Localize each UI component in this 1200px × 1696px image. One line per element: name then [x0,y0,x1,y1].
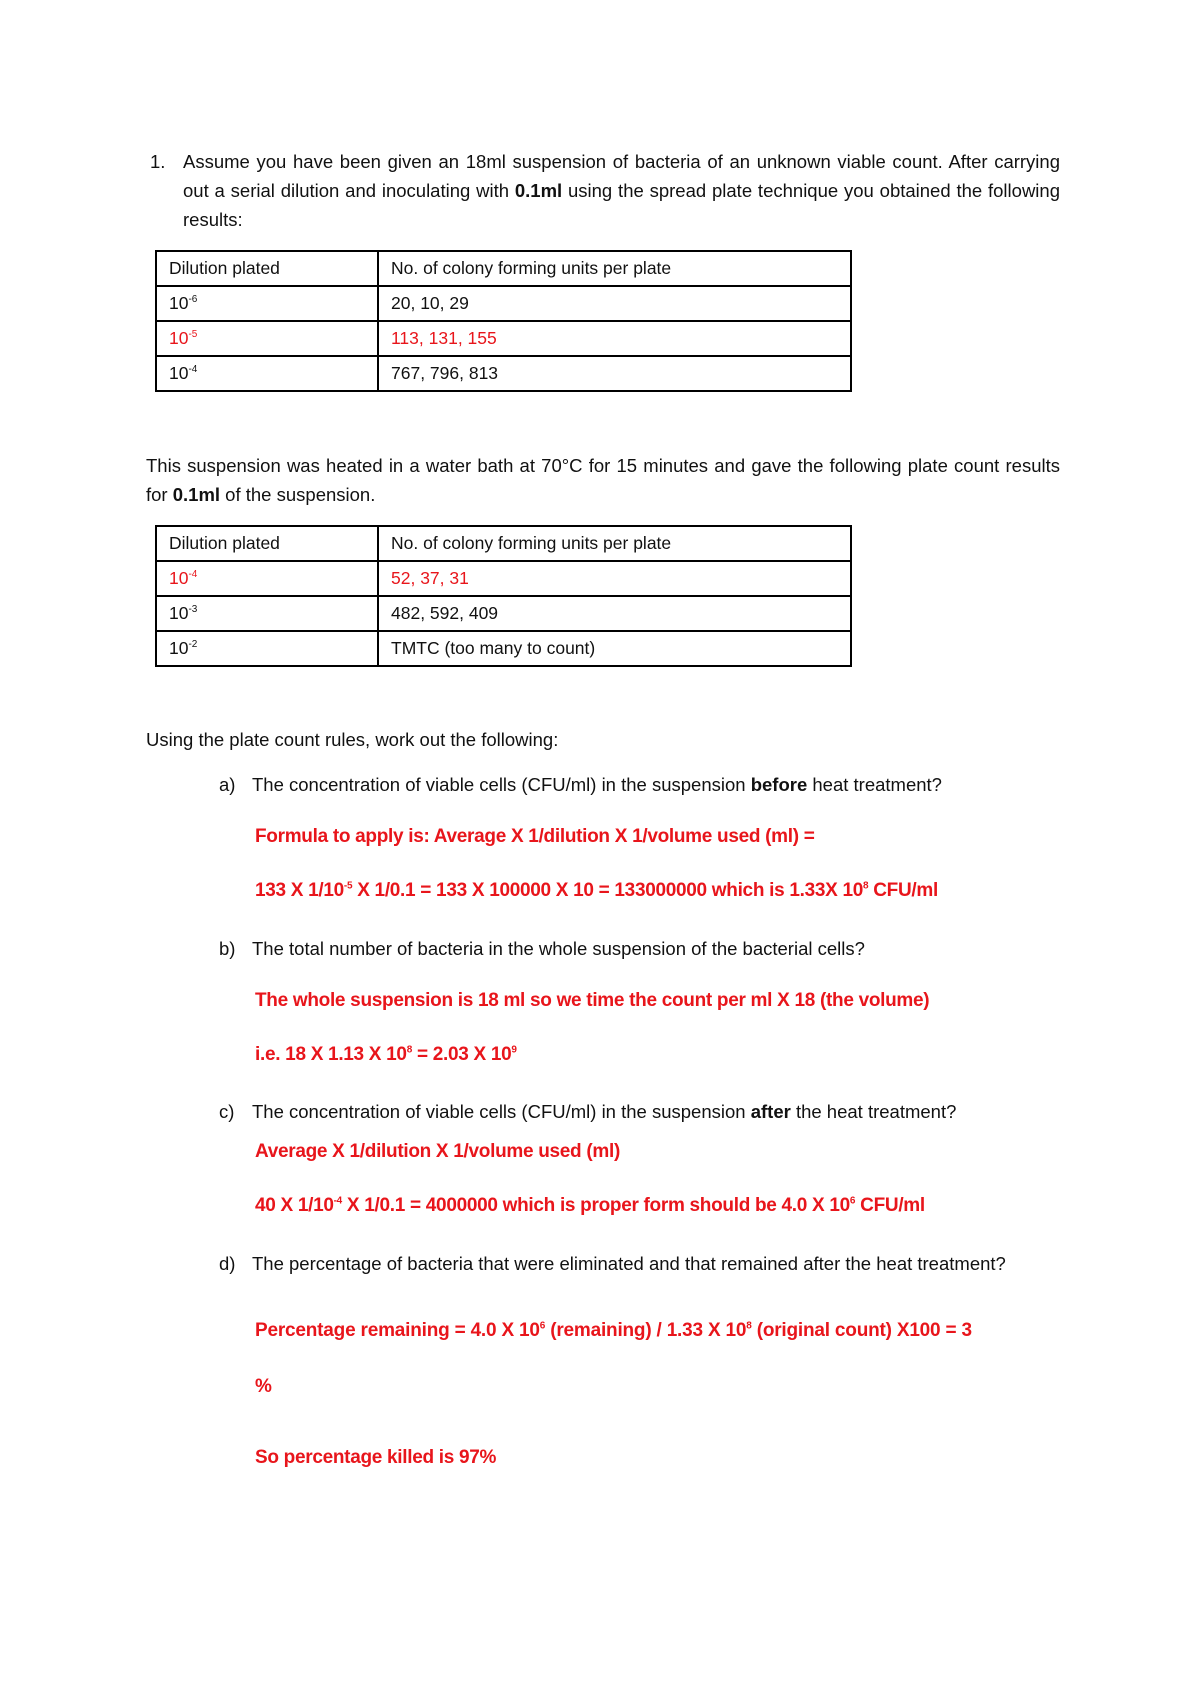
table-header-row [156,251,851,286]
dilution-cell: $10^{-4}$ [156,356,378,391]
part-c-answer-line2: 40 X $1/10^{-4}$ X 1/0.1 = 4000000 which is proper form should be 4.0 X $10^6$ CFU/ml [255,1195,925,1216]
part-c-answer-line1: Average X 1/dilution X 1/volume used (ml) [255,1141,620,1162]
dilution-cell: $10^{-6}$ [156,286,378,321]
part-d-answer-line3: So percentage killed is 97% [255,1447,497,1468]
results-table-after-heat [155,525,852,667]
question-text-end: using the spread plate technique you obtained the following results: [183,180,1060,230]
part-d-answer-line2: % [255,1376,272,1397]
cfu-cell: 767, 796, 813 [378,356,851,391]
part-d-question: d) The percentage of bacteria that were eliminated and that remained after the heat treatment? [219,1253,1006,1274]
table-row [156,356,851,391]
dilution-cell: $10^{-3}$ [156,596,378,631]
question-1 [150,147,1060,234]
dilution-cell: $10^{-5}$ [156,321,378,356]
question-number: 1. [150,151,166,172]
header-cfu: No. of colony forming units per plate [378,526,851,561]
cfu-cell: 52, 37, 31 [378,561,851,596]
part-b-question: b) The total number of bacteria in the whole suspension of the bacterial cells? [219,938,865,959]
part-d-answer-line1: Percentage remaining = 4.0 X $10^6$ (remaining) / 1.33 X $10^8$ (original count) X100 = 3 [255,1320,972,1341]
rules-intro: Using the plate count rules, work out the following: [146,729,559,750]
part-a-calculation: 133 X $1/10^{-5}$ X 1/0.1 = 133 X 100000 X 10 = 133000000 which is 1.33X $10^8$ CFU/ml [255,880,938,901]
cfu-cell: 20, 10, 29 [378,286,851,321]
dilution-cell: $10^{-4}$ [156,561,378,596]
cfu-cell: TMTC (too many to count) [378,631,851,666]
header-dilution: Dilution plated [156,526,378,561]
table-row [156,596,851,631]
part-c-question: c) The concentration of viable cells (CFU/ml) in the suspension after the heat treatment? [219,1101,957,1122]
table-row-highlighted [156,321,851,356]
part-a-question: a) The concentration of viable cells (CFU/ml) in the suspension before heat treatment? [219,774,942,795]
heated-paragraph: This suspension was heated in a water bath at 70°C for 15 minutes and gave the following plate count results for 0.1ml of the suspension. [146,455,1060,505]
table-row [156,286,851,321]
part-a-formula: Formula to apply is: Average X 1/dilution X 1/volume used (ml) = [255,826,815,847]
table-row [156,631,851,666]
header-cfu: No. of colony forming units per plate [378,251,851,286]
heated-volume: 0.1ml [172,484,221,505]
results-table-before-heat [155,250,852,392]
question-volume: 0.1ml [514,180,563,201]
cfu-cell: 482, 592, 409 [378,596,851,631]
table-header-row [156,526,851,561]
cfu-cell: 113, 131, 155 [378,321,851,356]
dilution-cell: $10^{-2}$ [156,631,378,666]
part-b-answer-line2: i.e. 18 X 1.13 X $10^8 = 2.03$ X $10^9$ [255,1044,517,1065]
table-row-highlighted [156,561,851,596]
part-b-answer-line1: The whole suspension is 18 ml so we time the count per ml X 18 (the volume) [255,990,930,1011]
question-text-start: Assume you have been given an 18ml suspension of bacteria of an unknown viable count. After carrying out a serial dilution and inoculating with [183,151,1060,201]
header-dilution: Dilution plated [156,251,378,286]
